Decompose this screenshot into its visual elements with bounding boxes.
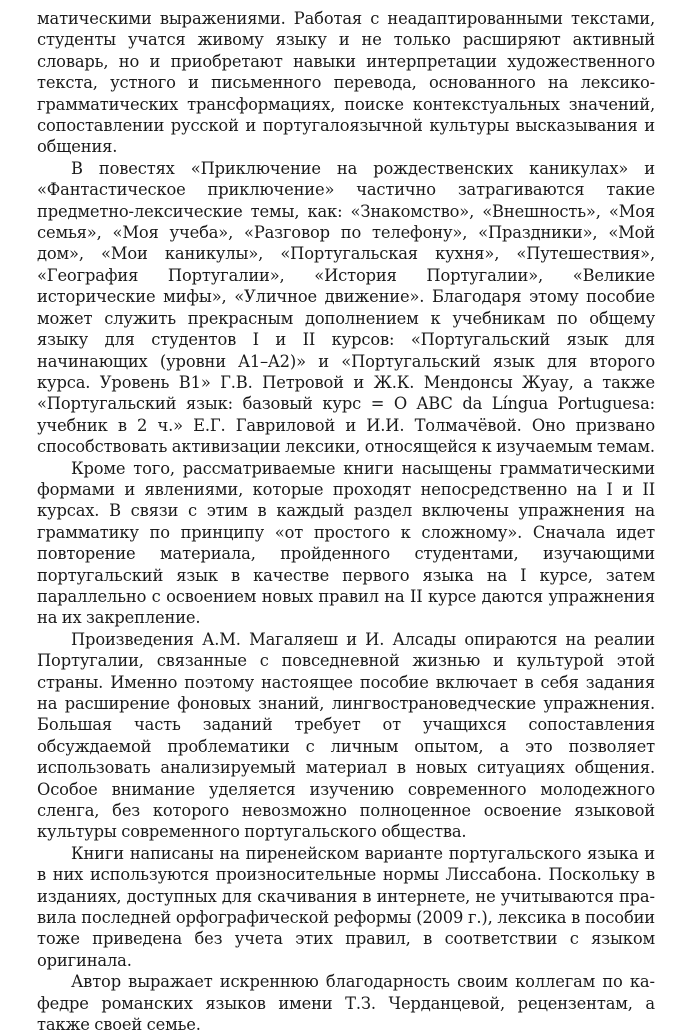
paragraph-1: матическими выражениями. Работая с неадаптированными текстами, студенты учатся живому языку и не только расширяют активный словарь, но и приобретают навыки интерпретации художественного текста, устного и письменного перевода, основанного на лексико-грамматических трансформациях, поиске контекстуальных значений, сопоставлении русской и португалоязычной культуры высказывания и общения. [37,9,655,157]
document-page [37,8,655,1036]
paragraph-3: Кроме того, рассматриваемые книги насыщены грамматическими формами и явлениями, которые проходят непосредственно на I и II курсах. В связи с этим в каждый раздел включены упражнения на грамматику по принципу «от простого к сложному». Сначала идет повторение материала, пройденного студентами, изучающими португальский язык в качестве первого языка на I курсе, затем параллельно с освоением новых правил на II курсе даются упражнения на их закрепление. [37,458,655,628]
paragraph-2: В повестях «Приключение на рождественских каникулах» и «Фантастическое приключение» частично затрагиваются такие предметно-лексические темы, как: «Знакомство», «Внешность», «Моя семья», «Моя учеба», «Разговор по телефону», «Праздники», «Мой дом», «Мои каникулы», «Португальская кухня», «Путешествия», «География Португалии», «История Португалии», «Великие исторические мифы», «Уличное движение». Благодаря этому пособие может служить прекрасным дополнением к учебникам по общему языку для студентов I и II курсов: «Португальский язык для начинающих (уровни A1–A2)» и «Португальский язык для второго курса. Уровень B1» Г.В. Петровой и Ж.К. Мендонсы Жуау, а также «Португальский язык: базовый курс = O ABC da Língua Portuguesa: учебник в 2 ч.» Е.Г. Гавриловой и И.И. Толмачёвой. Оно призвано способствовать активизации лексики, относящейся к изучаемым темам. [37,158,655,457]
paragraph-5: Книги написаны на пиренейском варианте португальского языка и в них используются произносительные нормы Лиссабона. Поскольку в изданиях, доступных для скачивания в интернете, не учитываются правила последней орфографической реформы (2009 г.), лексика в пособии тоже приведена без учета этих правил, в соответствии с языком оригинала. [37,843,655,970]
paragraph-4: Произведения А.М. Магаляеш и И. Алсады опираются на реалии Португалии, связанные с повседневной жизнью и культурой этой страны. Именно поэтому настоящее пособие включает в себя задания на расширение фоновых знаний, лингвострановедческие упражнения. Большая часть заданий требует от учащихся сопоставления обсуждаемой проблематики с личным опытом, а это позволяет использовать анализируемый материал в новых ситуациях общения. Особое внимание уделяется изучению современного молодежного сленга, без которого невозможно полноценное освоение языковой культуры современного португальского общества. [37,629,655,842]
paragraph-6: Автор выражает искреннюю благодарность своим коллегам по кафедре романских языков имени Т.З. Черданцевой, рецензентам, а также своей семье. [37,972,655,1035]
